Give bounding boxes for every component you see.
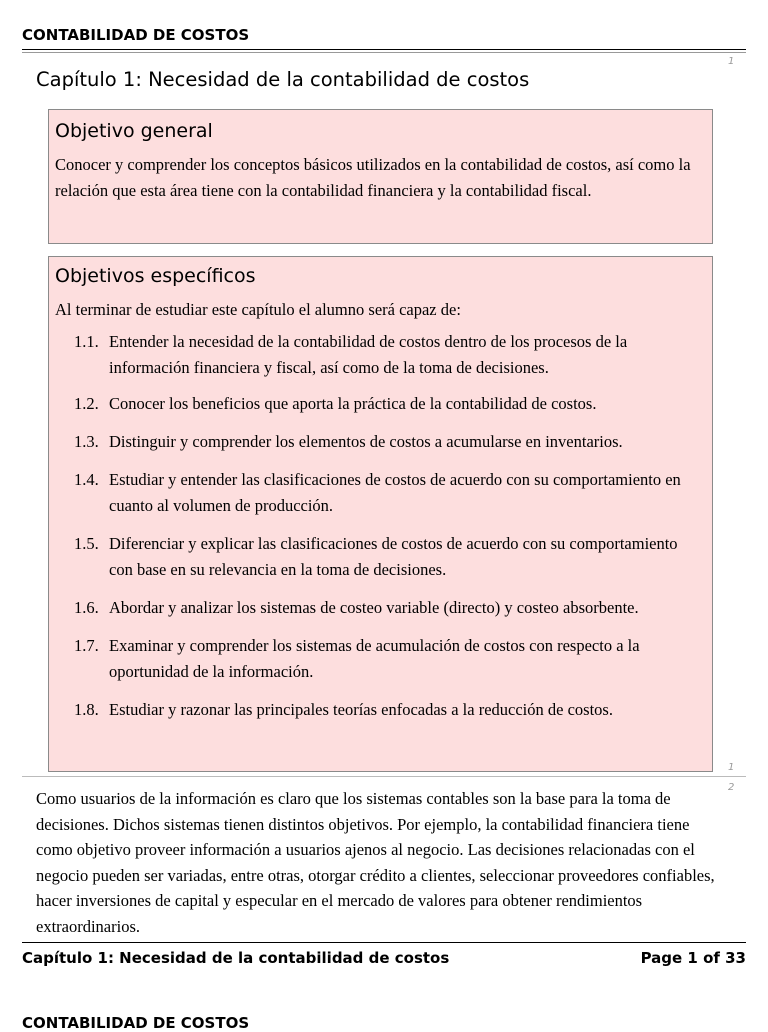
header-rule-top	[22, 49, 746, 50]
objective-item	[55, 391, 704, 417]
objective-text: Examinar y comprender los sistemas de acumulación de costos con respecto a la oportunidad de la información.	[109, 636, 640, 681]
objective-item	[55, 633, 704, 685]
specific-objectives-box	[48, 256, 713, 772]
objective-text: Distinguir y comprender los elementos de costos a acumularse en inventarios.	[109, 432, 623, 451]
specific-objectives-intro: Al terminar de estudiar este capítulo el alumno será capaz de:	[55, 300, 461, 319]
page-marker-top: 1	[728, 56, 735, 67]
footer-page-number: Page 1 of 33	[640, 949, 746, 967]
specific-objectives-list	[55, 329, 704, 723]
objective-item	[55, 531, 704, 583]
objective-text: Entender la necesidad de la contabilidad de costos dentro de los procesos de la información financiera y fiscal, así como de la toma de decisiones.	[109, 332, 628, 377]
general-objective-text: Conocer y comprender los conceptos básicos utilizados en la contabilidad de costos, así como la relación que esta área tiene con la contabilidad financiera y la contabilidad fiscal.	[55, 155, 691, 200]
chapter-title: Capítulo 1: Necesidad de la contabilidad de costos	[36, 68, 530, 91]
footer-chapter-title: Capítulo 1: Necesidad de la contabilidad de costos	[22, 949, 450, 967]
page-break-rule	[22, 776, 746, 777]
objective-text: Estudiar y razonar las principales teorías enfocadas a la reducción de costos.	[109, 700, 613, 719]
next-page-header: CONTABILIDAD DE COSTOS	[22, 1014, 250, 1032]
objective-item	[55, 595, 704, 621]
specific-objectives-heading: Objetivos específicos	[55, 265, 256, 287]
objective-number: 1.3.	[74, 432, 99, 451]
objective-text: Diferenciar y explicar las clasificaciones de costos de acuerdo con su comportamiento con base en su relevancia en la toma de decisiones.	[109, 534, 678, 579]
footer-rule	[22, 942, 746, 943]
objective-text: Abordar y analizar los sistemas de costeo variable (directo) y costeo absorbente.	[109, 598, 639, 617]
objective-text: Estudiar y entender las clasificaciones de costos de acuerdo con su comportamiento en cuanto al volumen de producción.	[109, 470, 681, 515]
objective-number: 1.2.	[74, 394, 99, 413]
objective-text: Conocer los beneficios que aporta la práctica de la contabilidad de costos.	[109, 394, 597, 413]
document-header-title: CONTABILIDAD DE COSTOS	[22, 26, 250, 44]
objective-item	[55, 467, 704, 519]
objective-number: 1.4.	[74, 470, 99, 489]
objective-number: 1.6.	[74, 598, 99, 617]
general-objective-box	[48, 109, 713, 244]
body-paragraph: Como usuarios de la información es claro que los sistemas contables son la base para la toma de decisiones. Dichos sistemas tienen distintos objetivos. Por ejemplo, la contabilidad financiera tiene como objetivo proveer información a usuarios ajenos al negocio. Las decisiones relacionadas con el negocio pueden ser variadas, entre otras, otorgar crédito a clientes, seleccionar proveedores confiables, hacer inversiones de capital y especular en el mercado de valores para obtener rendimientos extraordinarios.	[36, 789, 715, 936]
objective-item	[55, 697, 704, 723]
page-marker-bottom: 1	[728, 762, 735, 773]
objective-number: 1.5.	[74, 534, 99, 553]
objective-number: 1.8.	[74, 700, 99, 719]
objective-number: 1.1.	[74, 332, 99, 351]
objective-item	[55, 429, 704, 455]
header-rule-bottom	[22, 52, 746, 53]
objective-item	[55, 329, 704, 381]
page-marker-next: 2	[728, 782, 735, 793]
general-objective-heading: Objetivo general	[55, 120, 213, 142]
objective-number: 1.7.	[74, 636, 99, 655]
